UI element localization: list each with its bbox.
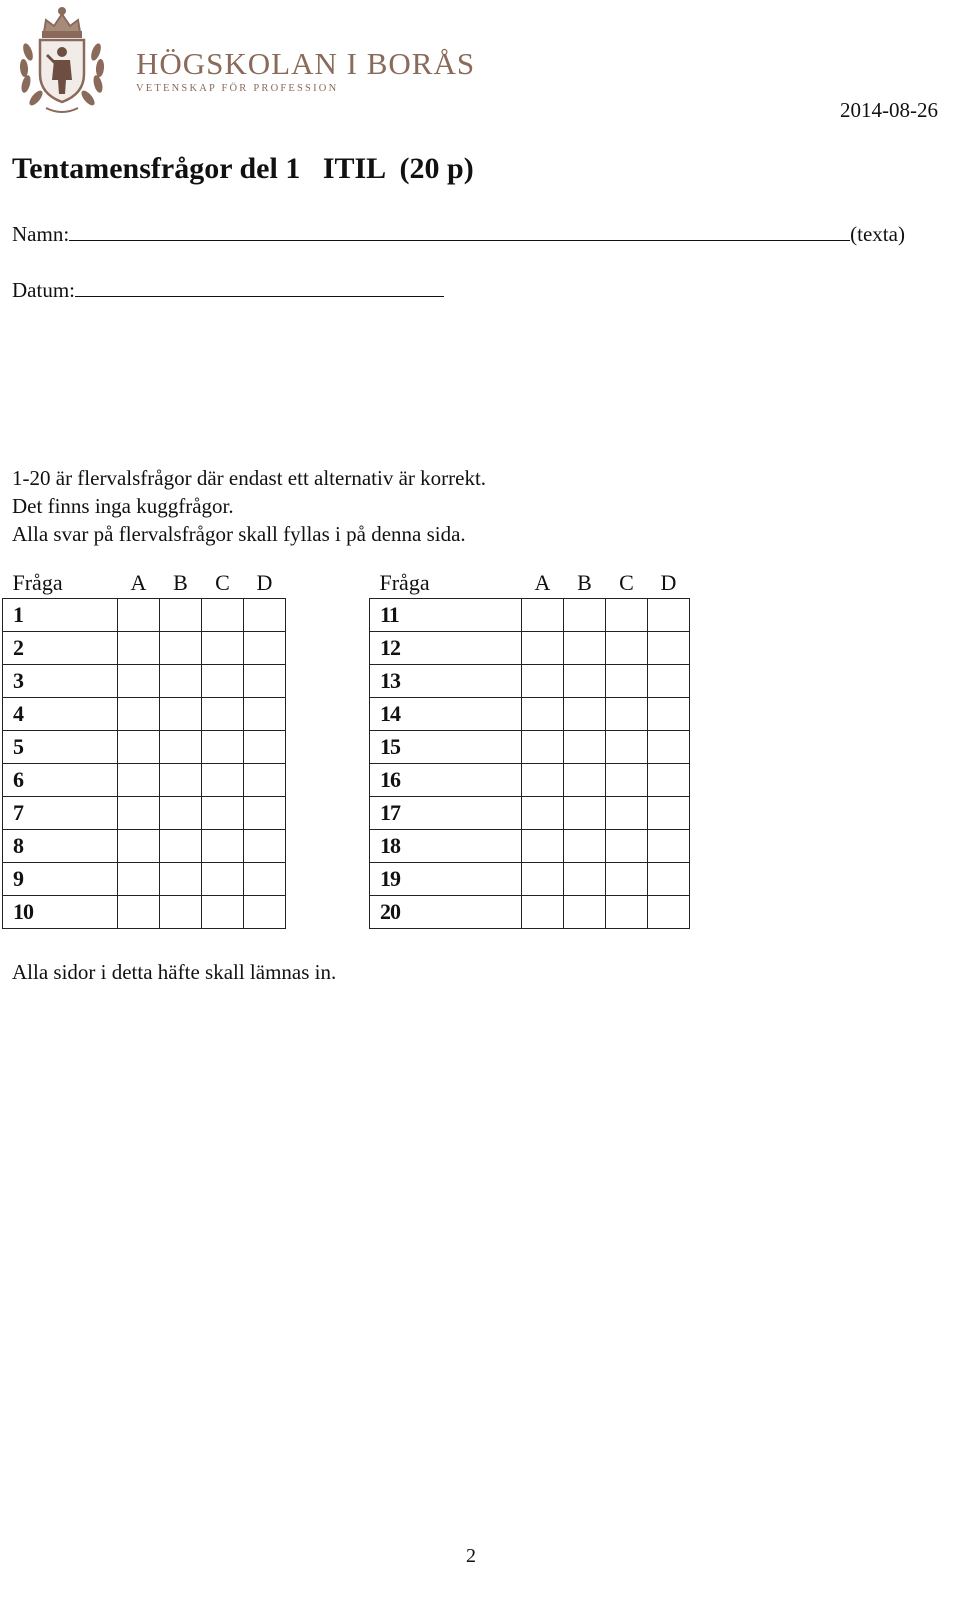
- answer-cell-a[interactable]: [522, 599, 564, 632]
- question-number: 13: [370, 665, 522, 698]
- column-header-d: D: [256, 570, 273, 595]
- answer-cell-d[interactable]: [648, 764, 690, 797]
- answer-cell-a[interactable]: [522, 830, 564, 863]
- table-row: [3, 764, 286, 797]
- question-number: 7: [3, 797, 118, 830]
- answer-cell-c[interactable]: [202, 764, 244, 797]
- date-input-line[interactable]: [75, 276, 444, 297]
- answer-cell-d[interactable]: [244, 665, 286, 698]
- question-number: 3: [3, 665, 118, 698]
- question-number: 19: [370, 863, 522, 896]
- column-header-question: Fråga: [12, 570, 63, 595]
- answer-cell-c[interactable]: [202, 599, 244, 632]
- answer-cell-a[interactable]: [118, 896, 160, 929]
- answer-cell-a[interactable]: [522, 731, 564, 764]
- answer-cell-a[interactable]: [522, 896, 564, 929]
- answer-cell-d[interactable]: [244, 863, 286, 896]
- column-header-question: Fråga: [379, 570, 430, 595]
- answer-cell-b[interactable]: [564, 599, 606, 632]
- answer-cell-d[interactable]: [244, 797, 286, 830]
- answer-cell-b[interactable]: [160, 698, 202, 731]
- answer-cell-c[interactable]: [202, 632, 244, 665]
- answer-cell-c[interactable]: [606, 698, 648, 731]
- question-number: 16: [370, 764, 522, 797]
- question-number: 14: [370, 698, 522, 731]
- answer-cell-b[interactable]: [564, 896, 606, 929]
- answer-cell-c[interactable]: [202, 830, 244, 863]
- table-row: [370, 599, 690, 632]
- instruction-line: Det finns inga kuggfrågor.: [12, 494, 234, 518]
- answer-cell-d[interactable]: [648, 797, 690, 830]
- answer-cell-a[interactable]: [118, 731, 160, 764]
- answer-cell-c[interactable]: [202, 665, 244, 698]
- answer-cell-a[interactable]: [118, 863, 160, 896]
- question-number: 1: [3, 599, 118, 632]
- answer-cell-d[interactable]: [244, 698, 286, 731]
- answer-cell-c[interactable]: [606, 830, 648, 863]
- table-row: [3, 797, 286, 830]
- answer-cell-c[interactable]: [202, 797, 244, 830]
- table-header-row: [3, 568, 286, 599]
- answer-cell-d[interactable]: [648, 731, 690, 764]
- table-row: [3, 665, 286, 698]
- question-number: 17: [370, 797, 522, 830]
- table-row: [3, 731, 286, 764]
- column-header-c: C: [619, 570, 634, 595]
- answer-cell-c[interactable]: [202, 698, 244, 731]
- answer-cell-a[interactable]: [522, 665, 564, 698]
- question-number: 20: [370, 896, 522, 929]
- answer-cell-a[interactable]: [118, 797, 160, 830]
- crest-icon: [10, 2, 114, 118]
- table-row: [370, 830, 690, 863]
- question-number: 2: [3, 632, 118, 665]
- question-number: 4: [3, 698, 118, 731]
- document-date: 2014-08-26: [840, 98, 938, 122]
- institution-logo: [10, 2, 476, 120]
- table-row: [370, 731, 690, 764]
- instruction-line: 1-20 är flervalsfrågor där endast ett alternativ är korrekt.: [12, 466, 487, 490]
- answer-cell-c[interactable]: [202, 896, 244, 929]
- answer-cell-d[interactable]: [648, 896, 690, 929]
- answer-cell-d[interactable]: [648, 830, 690, 863]
- question-number: 8: [3, 830, 118, 863]
- answer-cell-b[interactable]: [160, 731, 202, 764]
- table-row: [370, 863, 690, 896]
- answer-cell-a[interactable]: [522, 764, 564, 797]
- answer-cell-d[interactable]: [244, 632, 286, 665]
- table-row: [370, 632, 690, 665]
- answer-cell-b[interactable]: [564, 830, 606, 863]
- answer-cell-a[interactable]: [522, 632, 564, 665]
- name-label: Namn:: [12, 222, 70, 246]
- question-number: 11: [370, 599, 522, 632]
- column-header-b: B: [173, 570, 188, 595]
- table-row: [3, 896, 286, 929]
- answer-cell-c[interactable]: [606, 764, 648, 797]
- table-row: [370, 797, 690, 830]
- column-header-a: A: [534, 570, 551, 595]
- answer-cell-b[interactable]: [160, 764, 202, 797]
- answer-cell-b[interactable]: [564, 698, 606, 731]
- answer-cell-d[interactable]: [244, 731, 286, 764]
- column-header-b: B: [577, 570, 592, 595]
- answer-cell-a[interactable]: [118, 665, 160, 698]
- answer-cell-b[interactable]: [564, 797, 606, 830]
- column-header-d: D: [660, 570, 677, 595]
- answer-cell-c[interactable]: [606, 599, 648, 632]
- answer-cell-d[interactable]: [648, 665, 690, 698]
- answer-cell-c[interactable]: [606, 863, 648, 896]
- answer-cell-a[interactable]: [522, 797, 564, 830]
- table-row: [370, 665, 690, 698]
- answer-cell-d[interactable]: [648, 632, 690, 665]
- answer-cell-b[interactable]: [564, 665, 606, 698]
- answer-cell-d[interactable]: [244, 764, 286, 797]
- answer-cell-c[interactable]: [606, 896, 648, 929]
- question-number: 12: [370, 632, 522, 665]
- table-row: [3, 830, 286, 863]
- answer-cell-c[interactable]: [606, 665, 648, 698]
- name-field: [12, 220, 905, 247]
- answer-cell-a[interactable]: [522, 863, 564, 896]
- question-number: 10: [3, 896, 118, 929]
- answer-cell-b[interactable]: [160, 830, 202, 863]
- instructions: [12, 464, 486, 548]
- answer-cell-b[interactable]: [160, 599, 202, 632]
- table-row: [370, 896, 690, 929]
- table-row: [3, 698, 286, 731]
- name-input-line[interactable]: [69, 220, 850, 241]
- answer-cell-b[interactable]: [564, 764, 606, 797]
- answer-cell-c[interactable]: [202, 863, 244, 896]
- answer-table-left: [2, 568, 286, 929]
- table-header-row: [370, 568, 690, 599]
- instruction-line: Alla svar på flervalsfrågor skall fyllas i på denna sida.: [12, 522, 466, 546]
- answer-cell-b[interactable]: [160, 863, 202, 896]
- answer-cell-a[interactable]: [118, 632, 160, 665]
- question-number: 5: [3, 731, 118, 764]
- answer-cell-d[interactable]: [244, 896, 286, 929]
- answer-cell-c[interactable]: [202, 731, 244, 764]
- answer-cell-d[interactable]: [244, 830, 286, 863]
- answer-cell-c[interactable]: [606, 797, 648, 830]
- answer-cell-a[interactable]: [118, 599, 160, 632]
- answer-cell-b[interactable]: [564, 863, 606, 896]
- table-row: [3, 599, 286, 632]
- answer-cell-b[interactable]: [160, 632, 202, 665]
- answer-cell-c[interactable]: [606, 632, 648, 665]
- question-number: 9: [3, 863, 118, 896]
- date-field: [12, 276, 444, 303]
- answer-cell-b[interactable]: [160, 797, 202, 830]
- page-title: Tentamensfrågor del 1 ITIL (20 p): [12, 152, 474, 185]
- footer-note: Alla sidor i detta häfte skall lämnas in.: [12, 960, 337, 984]
- answer-cell-d[interactable]: [244, 599, 286, 632]
- answer-cell-d[interactable]: [648, 698, 690, 731]
- question-number: 6: [3, 764, 118, 797]
- answer-cell-d[interactable]: [648, 863, 690, 896]
- answer-cell-c[interactable]: [606, 731, 648, 764]
- answer-cell-a[interactable]: [522, 698, 564, 731]
- answer-cell-a[interactable]: [118, 830, 160, 863]
- question-number: 15: [370, 731, 522, 764]
- answer-cell-a[interactable]: [118, 698, 160, 731]
- column-header-a: A: [130, 570, 147, 595]
- institution-tagline: VETENSKAP FÖR PROFESSION: [136, 83, 339, 94]
- answer-cell-b[interactable]: [564, 731, 606, 764]
- table-row: [3, 632, 286, 665]
- answer-cell-b[interactable]: [160, 665, 202, 698]
- institution-name: HÖGSKOLAN I BORÅS: [136, 46, 476, 81]
- answer-cell-a[interactable]: [118, 764, 160, 797]
- answer-table-right: [369, 568, 690, 929]
- question-number: 18: [370, 830, 522, 863]
- table-row: [3, 863, 286, 896]
- page-number: 2: [466, 1545, 476, 1567]
- table-row: [370, 698, 690, 731]
- date-label: Datum:: [12, 278, 75, 302]
- answer-cell-b[interactable]: [564, 632, 606, 665]
- column-header-c: C: [215, 570, 230, 595]
- name-suffix: (texta): [850, 222, 905, 246]
- table-row: [370, 764, 690, 797]
- answer-cell-d[interactable]: [648, 599, 690, 632]
- logo-wordmark: [136, 48, 475, 98]
- answer-cell-b[interactable]: [160, 896, 202, 929]
